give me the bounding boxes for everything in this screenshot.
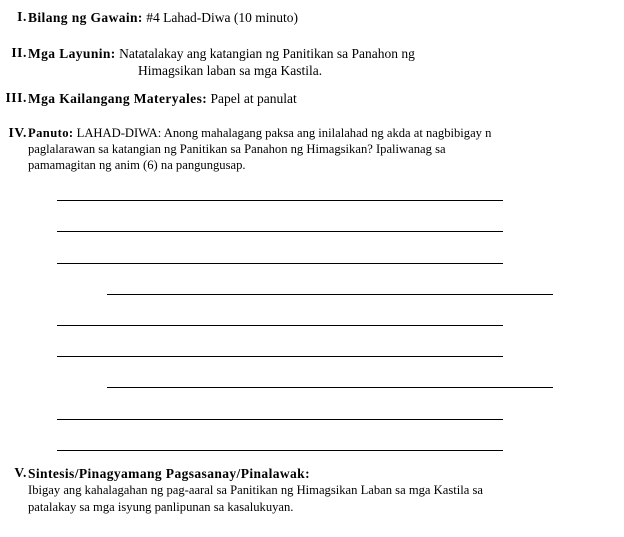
section-heading-i — [28, 9, 624, 26]
section-heading-v — [28, 465, 624, 482]
sintesis-paragraph-line-1: Ibigay ang kahalagahan ng pag-aaral sa Panitikan ng Himagsikan Laban sa mga Kastila sa — [28, 483, 483, 497]
answer-line-7[interactable] — [107, 387, 553, 388]
section-body-iv — [28, 125, 624, 173]
section-numeral-v: V. — [14, 465, 27, 480]
section-heading-iv — [28, 125, 624, 141]
answer-line-3[interactable] — [57, 263, 503, 264]
section-numeral-iv: IV. — [8, 125, 27, 140]
section-value-mga-layunin: Natatalakay ang katangian ng Panitikan sa Panahon ng — [119, 46, 415, 61]
panuto-paragraph-line-3: pamamagitan ng anim (6) na pangungusap. — [28, 158, 246, 172]
answer-line-6[interactable] — [57, 356, 503, 357]
section-body-ii — [28, 45, 624, 79]
panuto-paragraph-line-2: paglalarawan sa katangian ng Panitikan sa Panahon ng Himagsikan? Ipaliwanag sa — [28, 142, 446, 156]
section-numeral-ii: II. — [11, 45, 27, 60]
answer-line-4[interactable] — [107, 294, 553, 295]
section-numeral-iii: III. — [5, 90, 27, 105]
answer-line-8[interactable] — [57, 419, 503, 420]
section-value-bilang-ng-gawain: #4 Lahad-Diwa (10 minuto) — [146, 10, 299, 25]
section-label-bilang-ng-gawain: Bilang ng Gawain: — [28, 10, 143, 25]
section-label-sintesis: Sintesis/Pinagyamang Pagsasanay/Pinalawak: — [28, 466, 310, 481]
section-heading-ii — [28, 45, 624, 62]
answer-line-2[interactable] — [57, 231, 503, 232]
section-value-mga-kailangang-materyales: Papel at panulat — [210, 91, 297, 106]
section-continuation-mga-layunin: Himagsikan laban sa mga Kastila. — [138, 63, 323, 78]
section-body-v — [28, 465, 624, 516]
section-body-iii — [28, 90, 624, 107]
section-value-panuto: LAHAD-DIWA: Anong mahalagang paksa ang inilalahad ng akda at nagbibigay n — [76, 126, 492, 140]
section-body-i — [28, 9, 624, 26]
sintesis-paragraph-line-2: patalakay sa mga isyung panlipunan sa kasalukuyan. — [28, 500, 294, 514]
answer-line-5[interactable] — [57, 325, 503, 326]
section-numeral-i: I. — [17, 9, 27, 24]
section-label-mga-layunin: Mga Layunin: — [28, 46, 116, 61]
answer-line-9[interactable] — [57, 450, 503, 451]
section-label-panuto: Panuto: — [28, 126, 74, 140]
section-label-mga-kailangang-materyales: Mga Kailangang Materyales: — [28, 91, 208, 106]
section-heading-iii — [28, 90, 624, 107]
answer-line-1[interactable] — [57, 200, 503, 201]
